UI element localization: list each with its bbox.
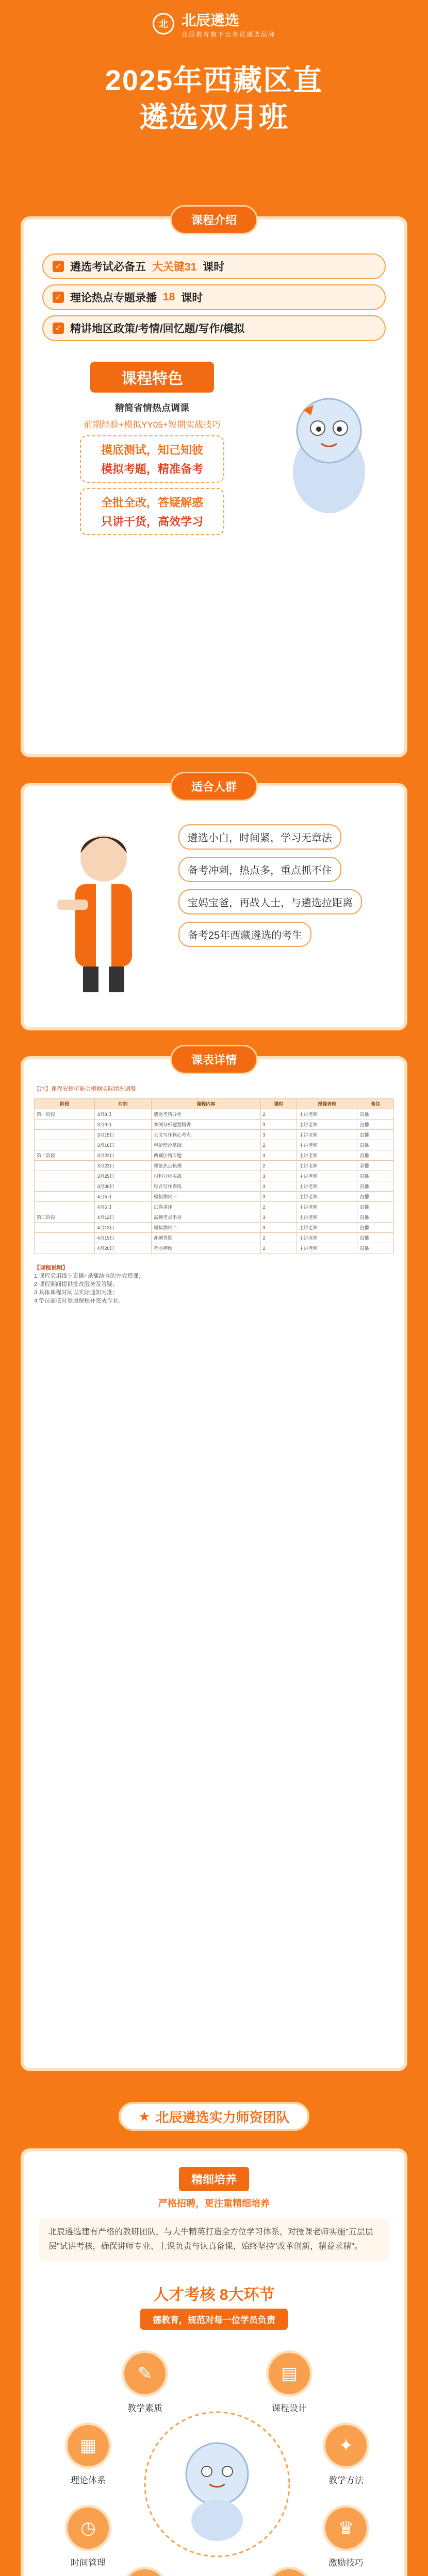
table-cell bbox=[35, 1161, 95, 1171]
table-row bbox=[35, 1192, 394, 1202]
table-cell: 第三阶段 bbox=[35, 1212, 95, 1223]
table-cell: 理论热点梳理 bbox=[152, 1161, 260, 1171]
table-cell bbox=[35, 1192, 95, 1202]
feature-title: 课程特色 bbox=[90, 362, 214, 393]
star-icon: ★ bbox=[138, 2108, 151, 2124]
hero-line-2: 遴选双月班 bbox=[139, 101, 289, 133]
team-sub2-title: 人才考核 8大环节 bbox=[153, 2286, 275, 2303]
table-cell: 公文写作核心考点 bbox=[152, 1130, 260, 1140]
method-icon: ✦ bbox=[323, 2422, 369, 2469]
table-cell: 3月16日 bbox=[95, 1140, 152, 1150]
table-cell: 直播 bbox=[357, 1150, 394, 1161]
teacher-icon bbox=[47, 822, 160, 997]
mascot-icon bbox=[277, 384, 381, 518]
table-cell: 主讲老师 bbox=[297, 1181, 357, 1192]
team-sub1-text: 北辰遴选建有严格的教研团队，与大牛精英打造全方位学习体系，对授课老师实施"五层层层"试讲考核，确保讲师专业、上课负责与认真备课，始终坚持"改革创新，精益求精"。 bbox=[39, 2218, 389, 2261]
table-cell: 直播 bbox=[357, 1109, 394, 1120]
table-cell: 主讲老师 bbox=[297, 1109, 357, 1120]
table-cell: 4月6日 bbox=[95, 1202, 152, 1212]
check-icon: ✓ bbox=[53, 261, 64, 272]
table-cell bbox=[35, 1171, 95, 1181]
table-cell: 3 bbox=[260, 1150, 297, 1161]
speech-icon bbox=[266, 2567, 312, 2576]
table-row bbox=[35, 1212, 394, 1223]
chart-icon bbox=[122, 2567, 168, 2576]
table-cell bbox=[35, 1223, 95, 1233]
brand-subtitle: 北辰教育旗下公务员遴选品牌 bbox=[181, 30, 275, 38]
table-cell: 3月8日 bbox=[95, 1109, 152, 1120]
table-cell: 申论理论基础 bbox=[152, 1140, 260, 1150]
table-cell: 主讲老师 bbox=[297, 1243, 357, 1253]
table-cell: 2 bbox=[260, 1243, 297, 1253]
node-language bbox=[261, 2567, 318, 2576]
check-icon: ✓ bbox=[53, 323, 64, 334]
table-cell: 高频考点串讲 bbox=[152, 1212, 260, 1223]
table-cell: 直播 bbox=[357, 1130, 394, 1140]
table-cell: 主讲老师 bbox=[297, 1150, 357, 1161]
table-cell: 直播 bbox=[357, 1223, 394, 1233]
node-stage-test bbox=[117, 2567, 173, 2576]
table-cell: 3月22日 bbox=[95, 1150, 152, 1161]
table-cell: 3 bbox=[260, 1212, 297, 1223]
book-icon: ▦ bbox=[65, 2422, 111, 2469]
feature-box-2: 全批全改，答疑解惑 只讲干货，高效学习 bbox=[80, 488, 224, 535]
table-cell: 3 bbox=[260, 1120, 297, 1130]
table-cell: 直播 bbox=[357, 1202, 394, 1212]
header-bar bbox=[0, 0, 428, 47]
node-teaching-quality: ✎ 教学素质 bbox=[117, 2350, 173, 2414]
note-2: 2.课程期间提供批改服务及答疑； bbox=[34, 1281, 119, 1287]
fit-item-3: 宝妈宝爸，再战人士，与遴选拉距离 bbox=[178, 889, 389, 914]
col-teacher: 授课老师 bbox=[297, 1099, 357, 1109]
col-remark: 备注 bbox=[357, 1099, 394, 1109]
table-row bbox=[35, 1223, 394, 1233]
table-cell: 冲刺答疑 bbox=[152, 1233, 260, 1243]
table-cell: 3月30日 bbox=[95, 1181, 152, 1192]
table-row bbox=[35, 1243, 394, 1253]
table-cell bbox=[35, 1202, 95, 1212]
table-cell: 直播 bbox=[357, 1212, 394, 1223]
table-cell: 主讲老师 bbox=[297, 1140, 357, 1150]
table-cell bbox=[35, 1130, 95, 1140]
table-cell: 2 bbox=[260, 1161, 297, 1171]
table-cell: 主讲老师 bbox=[297, 1120, 357, 1130]
table-cell: 第一阶段 bbox=[35, 1109, 95, 1120]
fit-item-2: 备考冲刺，热点多，重点抓不住 bbox=[178, 857, 389, 882]
table-cell: 模拟测试二 bbox=[152, 1223, 260, 1233]
node-teaching-method: ✦ 教学方法 bbox=[318, 2422, 374, 2486]
teacher-illustration bbox=[39, 817, 168, 1003]
table-cell: 主讲老师 bbox=[297, 1233, 357, 1243]
schedule-header-row bbox=[35, 1099, 394, 1109]
feature-area bbox=[42, 362, 386, 540]
node-time-management: ◷ 时间管理 bbox=[60, 2505, 117, 2568]
trophy-icon: ♛ bbox=[323, 2505, 369, 2551]
table-cell: 主讲老师 bbox=[297, 1223, 357, 1233]
table-cell: 4月13日 bbox=[95, 1223, 152, 1233]
schedule-table bbox=[34, 1098, 394, 1253]
table-row bbox=[35, 1181, 394, 1192]
table-cell bbox=[35, 1140, 95, 1150]
table-cell: 录播 bbox=[357, 1161, 394, 1171]
intro-item-3: ✓ 精讲地区政策/考情/回忆题/写作/模拟 bbox=[42, 315, 386, 341]
table-cell: 直播 bbox=[357, 1192, 394, 1202]
hero-line-1: 2025年西藏区直 bbox=[105, 64, 323, 96]
course-intro-ribbon: 课程介绍 bbox=[170, 205, 258, 234]
table-row bbox=[35, 1161, 394, 1171]
fit-group-ribbon: 适合人群 bbox=[170, 772, 258, 801]
table-cell: 主讲老师 bbox=[297, 1171, 357, 1181]
feature-box-1: 摸底测试，知己知彼 模拟考题，精准备考 bbox=[80, 435, 224, 483]
table-cell: 3月29日 bbox=[95, 1171, 152, 1181]
table-cell bbox=[35, 1181, 95, 1192]
schedule-body bbox=[35, 1109, 394, 1253]
table-cell: 直播 bbox=[357, 1140, 394, 1150]
node-motivation: ♛ 激励技巧 bbox=[318, 2505, 374, 2568]
table-cell: 4月5日 bbox=[95, 1192, 152, 1202]
note-4: 4.学员需按时参加课程并完成作业。 bbox=[34, 1298, 124, 1304]
table-cell: 主讲老师 bbox=[297, 1130, 357, 1140]
table-cell: 考前押题 bbox=[152, 1243, 260, 1253]
note-1: 1.课程采用线上直播+录播结合的方式授课； bbox=[34, 1273, 144, 1279]
brand-logo-icon: 北 bbox=[153, 13, 174, 35]
table-cell: 2 bbox=[260, 1109, 297, 1120]
team-sub1-tag: 精细培养 bbox=[179, 2167, 249, 2191]
clock-icon: ◷ bbox=[65, 2505, 111, 2551]
course-intro-card bbox=[21, 216, 407, 757]
fit-item-1: 遴选小白，时间紧，学习无章法 bbox=[178, 824, 389, 850]
table-cell bbox=[35, 1233, 95, 1243]
table-cell: 主讲老师 bbox=[297, 1161, 357, 1171]
table-cell: 2 bbox=[260, 1140, 297, 1150]
table-cell: 3 bbox=[260, 1171, 297, 1181]
table-cell: 西藏区情专题 bbox=[152, 1150, 260, 1161]
mascot-illustration bbox=[272, 362, 386, 540]
note-3: 3.具体课程时间以实际通知为准； bbox=[34, 1290, 119, 1296]
schedule-card bbox=[21, 1056, 407, 2071]
node-course-design: ▤ 课程设计 bbox=[261, 2350, 318, 2414]
node-theory-system: ▦ 理论体系 bbox=[60, 2422, 117, 2486]
table-cell: 主讲老师 bbox=[297, 1202, 357, 1212]
schedule-notes bbox=[34, 1264, 394, 1305]
table-cell: 4月20日 bbox=[95, 1243, 152, 1253]
hero-title bbox=[0, 62, 428, 136]
col-stage: 阶段 bbox=[35, 1099, 95, 1109]
table-cell: 综合写作训练 bbox=[152, 1181, 260, 1192]
table-row bbox=[35, 1202, 394, 1212]
brand-name: 北辰遴选 bbox=[181, 11, 239, 29]
table-cell: 遴选考情分析 bbox=[152, 1109, 260, 1120]
team-sub1-line: 严格招聘，更注重精细培养 bbox=[158, 2198, 270, 2209]
check-icon: ✓ bbox=[53, 292, 64, 303]
table-cell: 4月12日 bbox=[95, 1212, 152, 1223]
table-row bbox=[35, 1120, 394, 1130]
table-cell: 直播 bbox=[357, 1171, 394, 1181]
teacher-icon: ✎ bbox=[122, 2350, 168, 2397]
team-sub2-line: 德教育，规范对每一位学员负责 bbox=[140, 2309, 288, 2330]
design-icon: ▤ bbox=[266, 2350, 312, 2397]
table-cell: 2 bbox=[260, 1202, 297, 1212]
table-cell: 主讲老师 bbox=[297, 1212, 357, 1223]
table-cell bbox=[35, 1243, 95, 1253]
schedule-note: 【注】课程安排可能会根据实际情况调整 bbox=[34, 1086, 136, 1092]
intro-item-1: ✓ 遴选考试必备五 大关键31 课时 bbox=[42, 253, 386, 279]
table-cell: 直播 bbox=[357, 1120, 394, 1130]
table-cell: 3 bbox=[260, 1130, 297, 1140]
table-row bbox=[35, 1140, 394, 1150]
fit-item-4: 备考25年西藏遴选的考生 bbox=[178, 922, 389, 947]
col-hours: 课时 bbox=[260, 1099, 297, 1109]
intro-item-2: ✓ 理论热点专题录播 18 课时 bbox=[42, 284, 386, 310]
table-cell: 3月15日 bbox=[95, 1130, 152, 1140]
table-row bbox=[35, 1130, 394, 1140]
table-cell: 3 bbox=[260, 1223, 297, 1233]
schedule-ribbon: 课表详情 bbox=[170, 1045, 258, 1074]
table-cell: 第二阶段 bbox=[35, 1150, 95, 1161]
team-section-bar: ★ 北辰遴选实力师资团队 bbox=[119, 2102, 309, 2131]
table-cell: 2 bbox=[260, 1233, 297, 1243]
table-cell: 直播 bbox=[357, 1233, 394, 1243]
table-row bbox=[35, 1109, 394, 1120]
notes-title: 【课程说明】 bbox=[34, 1265, 68, 1271]
table-cell: 3月23日 bbox=[95, 1161, 152, 1171]
table-cell: 主讲老师 bbox=[297, 1192, 357, 1202]
table-cell: 4月19日 bbox=[95, 1233, 152, 1243]
table-cell: 直播 bbox=[357, 1181, 394, 1192]
table-cell: 3 bbox=[260, 1192, 297, 1202]
table-cell: 试卷讲评 bbox=[152, 1202, 260, 1212]
table-row bbox=[35, 1233, 394, 1243]
table-cell: 直播 bbox=[357, 1243, 394, 1253]
team-card bbox=[21, 2148, 407, 2576]
table-cell: 3月9日 bbox=[95, 1120, 152, 1130]
fit-group-card bbox=[21, 783, 407, 1030]
mascot-center-icon bbox=[140, 2407, 294, 2562]
table-cell bbox=[35, 1120, 95, 1130]
table-cell: 案例分析题型精讲 bbox=[152, 1120, 260, 1130]
table-row bbox=[35, 1171, 394, 1181]
assessment-wheel bbox=[39, 2340, 389, 2576]
table-cell: 模拟测试一 bbox=[152, 1192, 260, 1202]
col-date: 时间 bbox=[95, 1099, 152, 1109]
table-row bbox=[35, 1150, 394, 1161]
table-cell: 3 bbox=[260, 1181, 297, 1192]
table-cell: 材料分析实战 bbox=[152, 1171, 260, 1181]
col-content: 课程内容 bbox=[152, 1099, 260, 1109]
feature-sub-1: 精简省情热点调课 bbox=[115, 403, 189, 413]
feature-sub-2: 前期经验+模拟YY05+短期实战技巧 bbox=[84, 420, 221, 430]
